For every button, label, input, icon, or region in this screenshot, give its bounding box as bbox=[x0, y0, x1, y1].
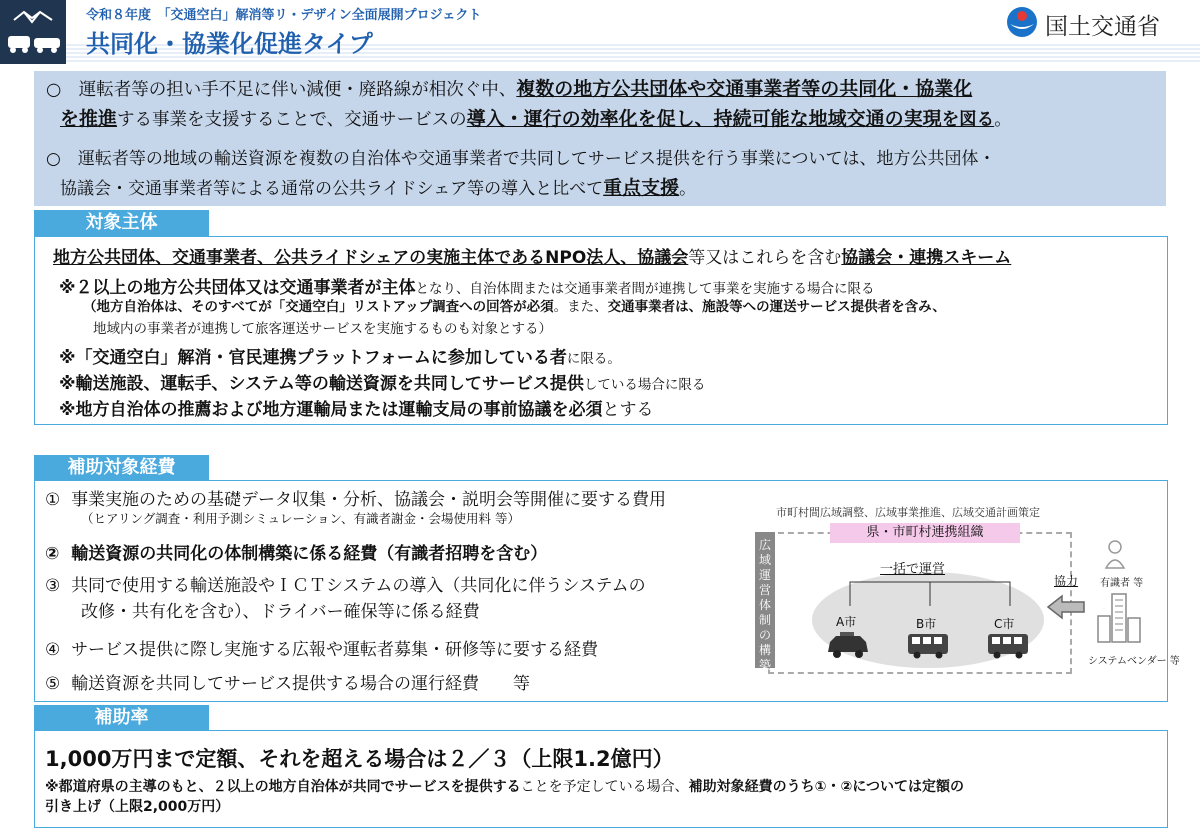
bus-c-icon bbox=[986, 632, 1030, 660]
header-logo-box bbox=[0, 0, 66, 64]
cooperate-label: 協力 bbox=[1054, 574, 1079, 588]
page-title: 共同化・協業化促進タイプ bbox=[86, 30, 373, 58]
expense-item-5: ⑤ 輸送資源を共同してサービス提供する場合の運行経費 等 bbox=[45, 674, 531, 694]
diagram-joint-label: 一括で運営 bbox=[880, 562, 946, 577]
intro-paragraph-1: ○ 運転者等の担い手不足に伴い減便・廃路線が相次ぐ中、複数の地方公共団体や交通事業者等の共同化・協業化 を推進する事業を支援することで、交通サービスの導入・運行の効率化を促し、持続可能な地域交通の実現を図る。 bbox=[46, 78, 1012, 130]
diagram-side-label: 広 域 運 営 体 制 の 構 築 bbox=[755, 532, 775, 668]
target-line-2: ※２以上の地方公共団体又は交通事業者が主体となり、自治体間または交通事業者間が連携して事業を実施する場合に限る bbox=[59, 278, 875, 298]
mlit-logo-icon bbox=[1004, 4, 1040, 40]
target-section-box bbox=[34, 236, 1168, 425]
rate-section-box bbox=[34, 730, 1168, 828]
expense-item-4: ④ サービス提供に際し実施する広報や運転者募集・研修等に要する経費 bbox=[45, 640, 599, 660]
vendor-label: システムベンダー 等 bbox=[1088, 656, 1180, 667]
target-line-4: 地域内の事業者が連携して旅客運送サービスを実施するものも対象とする） bbox=[93, 321, 552, 337]
expenses-section-label: 補助対象経費 bbox=[34, 455, 209, 481]
rate-note: ※都道府県の主導のもと、２以上の地方自治体が共同でサービスを提供することを予定している場合、補助対象経費のうち①・②については定額の 引き上げ（上限2,000万円） bbox=[45, 779, 965, 815]
building-icon bbox=[1096, 592, 1144, 644]
left-arrow-icon bbox=[1046, 594, 1086, 620]
target-line-6: ※輸送施設、運転手、システム等の輸送資源を共同してサービス提供している場合に限る bbox=[59, 374, 706, 394]
city-c-label: C市 bbox=[994, 617, 1015, 631]
intro-paragraph-2: ○ 運転者等の地域の輸送資源を複数の自治体や交通事業者で共同してサービス提供を行う事業については、地方公共団体・ 協議会・交通事業者等による通常の公共ライドシェア等の導入と比べて重点支援。 bbox=[46, 149, 996, 199]
expert-label: 有識者 等 bbox=[1100, 578, 1144, 589]
diagram-caption: 市町村間広域調整、広域事業推進、広域交通計画策定 bbox=[776, 506, 1040, 519]
target-line-3: （地方自治体は、そのすべてが「交通空白」リストアップ調査への回答が必須。また、交通事業者は、施設等への運送サービス提供者を含み、 bbox=[83, 299, 946, 315]
rate-section-label: 補助率 bbox=[34, 705, 209, 731]
expense-item-3: ③ 共同で使用する輸送施設やＩＣＴシステムの導入（共同化に伴うシステムの 改修・共有化を含む）、ドライバー確保等に係る経費 bbox=[45, 576, 646, 622]
target-line-5: ※「交通空白」解消・官民連携プラットフォームに参加している者に限る。 bbox=[59, 348, 621, 368]
expense-item-1-note: （ヒアリング調査・利用予測シミュレーション、有識者謝金・会場使用料 等） bbox=[81, 511, 520, 526]
target-line-7: ※地方自治体の推薦および地方運輸局または運輸支局の事前協議を必須とする bbox=[59, 400, 654, 420]
diagram-connector-lines bbox=[840, 576, 1020, 616]
person-icon bbox=[1104, 540, 1126, 570]
rate-main: 1,000万円まで定額、それを超える場合は２／３（上限1.2億円） bbox=[45, 747, 674, 771]
city-a-label: A市 bbox=[836, 615, 857, 629]
bus-b-icon bbox=[906, 632, 950, 660]
taxi-icon bbox=[826, 630, 870, 660]
target-line-1: 地方公共団体、交通事業者、公共ライドシェアの実施主体であるNPO法人、協議会等又はこれらを含む協議会・連携スキーム bbox=[53, 248, 1012, 268]
intro-box bbox=[34, 71, 1166, 206]
ministry-name: 国土交通省 bbox=[1045, 14, 1160, 40]
diagram-org-box: 県・市町村連携組織 bbox=[830, 523, 1020, 543]
expense-item-1: ① 事業実施のための基礎データ収集・分析、協議会・説明会等開催に要する費用 bbox=[45, 490, 667, 510]
header-subtitle: 令和８年度 「交通空白」解消等リ・デザイン全面展開プロジェクト bbox=[86, 8, 482, 23]
expense-item-2: ② 輸送資源の共同化の体制構築に係る経費（有識者招聘を含む） bbox=[45, 544, 548, 564]
mobility-illustration-icon bbox=[0, 0, 66, 64]
city-b-label: B市 bbox=[916, 617, 937, 631]
target-section-label: 対象主体 bbox=[34, 210, 209, 236]
